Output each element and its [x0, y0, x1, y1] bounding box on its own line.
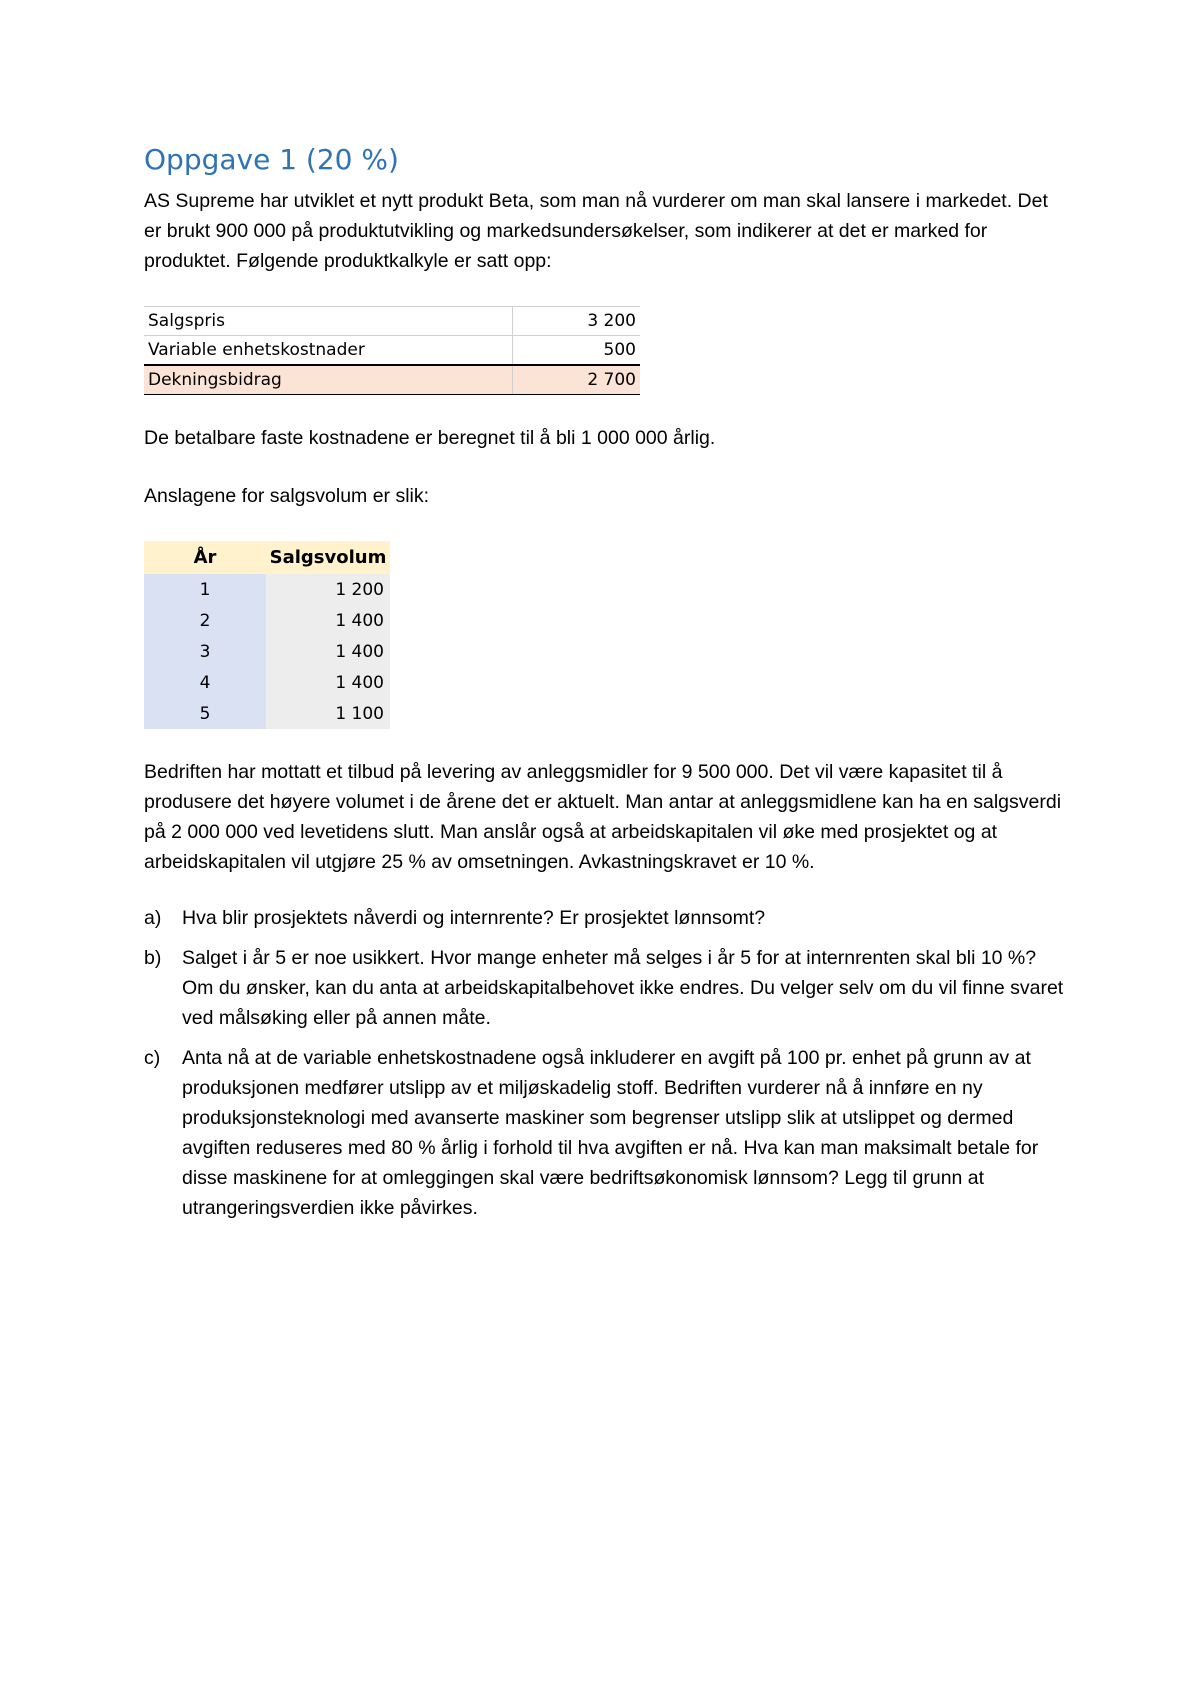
- offer-paragraph: Bedriften har mottatt et tilbud på levering av anleggsmidler for 9 500 000. Det vil være kapasitet til å produsere det høyere volumet i de årene det er aktuelt. Man antar at anleggsmidlene kan ha en salgsverdi på 2 000 000 ved levetidens slutt. Man anslår også at arbeidskapitalen vil øke med prosjektet og at arbeidskapitalen vil utgjøre 25 % av omsetningen. Avkastningskravet er 10 %.: [144, 761, 1062, 873]
- question-text: Anta nå at de variable enhetskostnadene også inkluderer en avgift på 100 pr. enhet på grunn av at produksjonen medfører utslipp av et miljøskadelig stoff. Bedriften vurderer nå å innføre en ny produksjonsteknologi med avanserte maskiner som begrenser utslipp slik at utslippet og dermed avgiften reduseres med 80 % årlig i forhold til hva avgiften er nå. Hva kan man maksimalt betale for disse maskinene for at omleggingen skal være bedriftsøkonomisk lønnsom? Legg til grunn at utrangeringsverdien ikke påvirkes.: [182, 1047, 1039, 1219]
- volume-cell: 1 100: [266, 698, 390, 729]
- table-header-row: [144, 541, 390, 574]
- sales-volume-table: [144, 541, 390, 729]
- row-value: 500: [513, 336, 641, 366]
- document-content: [144, 142, 1064, 1233]
- column-header-volume: Salgsvolum: [266, 541, 390, 574]
- table-row: [144, 636, 390, 667]
- year-cell: 1: [144, 574, 266, 605]
- question-label: a): [144, 907, 162, 929]
- page-title: Oppgave 1 (20 %): [144, 143, 399, 176]
- volume-cell: 1 200: [266, 574, 390, 605]
- question-item: [144, 903, 1064, 933]
- volume-cell: 1 400: [266, 636, 390, 667]
- year-cell: 2: [144, 605, 266, 636]
- intro-paragraph: AS Supreme har utviklet et nytt produkt Beta, som man nå vurderer om man skal lansere i markedet. Det er brukt 900 000 på produktutvikling og markedsundersøkelser, som indikerer at det er marked for produktet. Følgende produktkalkyle er satt opp:: [144, 190, 1048, 272]
- row-label: Dekningsbidrag: [144, 365, 513, 395]
- row-label: Salgspris: [144, 307, 513, 336]
- volume-intro-paragraph: Anslagene for salgsvolum er slik:: [144, 485, 430, 507]
- volume-cell: 1 400: [266, 667, 390, 698]
- question-item: [144, 943, 1064, 1033]
- question-item: [144, 1043, 1064, 1223]
- table-row: [144, 336, 640, 366]
- product-calculation-table: [144, 306, 640, 395]
- table-row-total: [144, 365, 640, 395]
- row-value: 2 700: [513, 365, 641, 395]
- table-row: [144, 574, 390, 605]
- fixed-costs-paragraph: De betalbare faste kostnadene er beregnet til å bli 1 000 000 årlig.: [144, 427, 716, 449]
- question-list: [144, 903, 1064, 1223]
- column-header-year: År: [144, 541, 266, 574]
- question-text: Hva blir prosjektets nåverdi og internrente? Er prosjektet lønnsomt?: [182, 907, 766, 929]
- question-label: b): [144, 947, 162, 969]
- table-row: [144, 307, 640, 336]
- table-row: [144, 698, 390, 729]
- table-row: [144, 605, 390, 636]
- question-text: Salget i år 5 er noe usikkert. Hvor mange enheter må selges i år 5 for at internrenten skal bli 10 %? Om du ønsker, kan du anta at arbeidskapitalbehovet ikke endres. Du velger selv om du vil finne svaret ved målsøking eller på annen måte.: [182, 947, 1064, 1029]
- row-label: Variable enhetskostnader: [144, 336, 513, 366]
- volume-cell: 1 400: [266, 605, 390, 636]
- year-cell: 3: [144, 636, 266, 667]
- table-row: [144, 667, 390, 698]
- question-label: c): [144, 1047, 161, 1069]
- year-cell: 5: [144, 698, 266, 729]
- year-cell: 4: [144, 667, 266, 698]
- row-value: 3 200: [513, 307, 641, 336]
